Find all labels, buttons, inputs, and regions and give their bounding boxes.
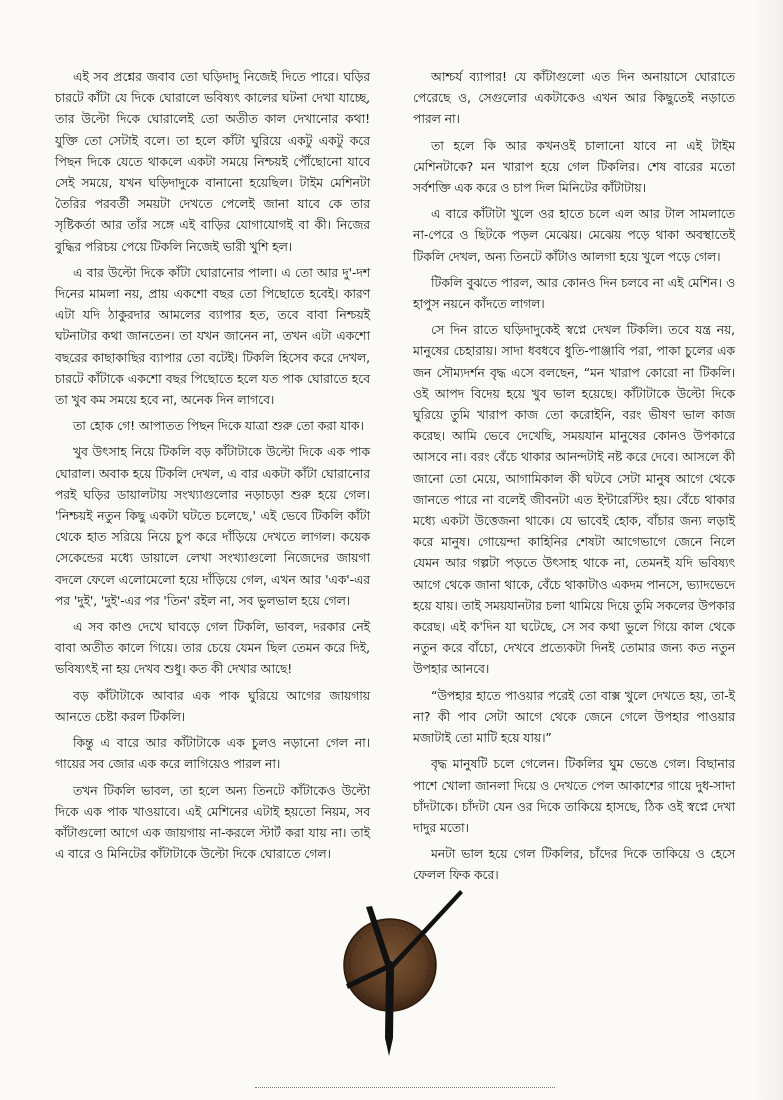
paragraph: কিন্তু এ বারে আর কাঁটাটাকে এক চুলও নড়ানো গেল না। গায়ের সব জোর এক করে লাগিয়েও পারল না। — [55, 735, 370, 772]
paragraph: বৃদ্ধ মানুষটি চলে গেলেন। টিকলির ঘুম ভেঙে গেল। বিছানার পাশে খোলা জানলা দিয়ে ও দেখতে পেল আকাশের গায়ে দুধ-সাদা চাঁদটাকে। চাঁদটা যেন ওর দিকে তাকিয়ে হাসছে, ঠিক ওই স্বপ্নে দেখা দাদুর মতো। — [413, 756, 735, 835]
paragraph: টিকলি বুঝতে পারল, আর কোনও দিন চলবে না এই মেশিন। ও হাপুস নয়নে কাঁদতে লাগল। — [413, 274, 735, 312]
paragraph: বড় কাঁটাটাকে আবার এক পাক ঘুরিয়ে আগের জায়গায় আনতে চেষ্টা করল টিকলি। — [55, 687, 370, 724]
paragraph: এ সব কাণ্ড দেখে ঘাবড়ে গেল টিকলি, ভাবল, দরকার নেই বাবা অতীত কালে গিয়ে। তার চেয়ে যেমন ছিল তেমন করে দিই, ভবিষ্যৎই না হয় দেখব শুধু। কত কী দেখার আছে! — [55, 619, 370, 677]
paragraph: এই সব প্রশ্নের জবাব তো ঘড়িদাদু নিজেই দিতে পারে। ঘড়ির চারটে কাঁটা যে দিকে ঘোরালে ভবিষ্যৎ কালের ঘটনা দেখা যাচ্ছে, তার উল্টো দিকে ঘোরালেই তো অতীত কাল দেখানোর কথা! যুক্তি তো সেটাই বলে। তা হলে কাঁটা ঘুরিয়ে একটু একটু করে পিছন দিকে যেতে থাকলে একটা সময়ে নিশ্চয়ই পৌঁছোনো যাবে সেই সময়ে, যখন ঘড়িদাদুকে বানানো হয়েছিল। টাইম মেশিনটা তৈরির পরবর্তী সময়টা দেখতে পেলেই জানা যাবে কে তার সৃষ্টিকর্তা আর তাঁর সঙ্গে এই বাড়ির যোগাযোগই বা কী। নিজের বুদ্ধির পরিচয় পেয়ে টিকলি নিজেই ভারী খুশি হল। — [55, 69, 370, 254]
paragraph: তা হলে কি আর কখনওই চালানো যাবে না এই টাইম মেশিনটাকে? মন খারাপ হয়ে গেল টিকলির। শেষ বারের মতো সর্বশক্তি এক করে ও চাপ দিল মিনিটের কাঁটাটায়। — [413, 137, 735, 196]
paragraph: তা হোক গে! আপাতত পিছন দিকে যাত্রা শুরু তো করা যাক। — [73, 418, 364, 434]
left-column — [55, 66, 370, 869]
page-edge-shadow — [753, 0, 783, 1100]
paragraph: আশ্চর্য ব্যাপার! যে কাঁটাগুলো এত দিন অনায়াসে ঘোরাতে পেরেছে ও, সেগুলোর একটাকেও এখন আর কিছুতেই নড়াতে পারল না। — [413, 69, 735, 127]
paragraph: তখন টিকলি ভাবল, তা হলে অন্য তিনটে কাঁটাকেও উল্টো দিকে এক পাক খাওয়াবে। এই মেশিনের এটাই হয়তো নিয়ম, সব কাঁটাগুলো আগে এক জায়গায় না-করলে স্টার্ট করা যায় না। তাই এ বারে ও মিনিটের কাঁটাটাকে উল্টো দিকে ঘোরাতে গেল। — [55, 782, 370, 862]
paragraph: মনটা ভাল হয়ে গেল টিকলির, চাঁদের দিকে তাকিয়ে ও হেসে ফেলল ফিক করে। — [413, 846, 735, 883]
clock-illustration-icon — [300, 860, 500, 1060]
paragraph: এ বার উল্টো দিকে কাঁটা ঘোরানোর পালা। এ তো আর দু'-দশ দিনের মামলা নয়, প্রায় একশো বছর তো পিছোতে হবেই। কারণ এটা যদি ঠাকুরদার আমলের ব্যাপার হত, তবে বাবা নিশ্চয়ই ঘটনাটার কথা জানতেন। তা যখন জানেন না, তখন এটা একশো বছরের কাছাকাছির ব্যাপার তো বটেই। টিকলি হিসেব করে দেখল, চারটে কাঁটাকে একশো বছর পিছোতে হলে যত পাক ঘোরাতে হবে তা খুব কম সময়ে হবে না, অনেক দিন লাগবে। — [55, 264, 370, 408]
right-column — [413, 66, 735, 891]
paragraph: এ বারে কাঁটাটা খুলে ওর হাতে চলে এল আর টাল সামলাতে না-পেরে ও ছিটকে পড়ল মেঝেয়। মেঝেয় পড়ে থাকা অবস্থাতেই টিকলি দেখল, অন্য তিনটে কাঁটাও আলগা হয়ে খুলে পড়ে গেল। — [413, 206, 735, 264]
paragraph: সে দিন রাতে ঘড়িদাদুকেই স্বপ্নে দেখল টিকলি। তবে যন্ত্র নয়, মানুষের চেহারায়। সাদা ধবধবে ধুতি-পাঞ্জাবি পরা, পাকা চুলের এক জন সৌম্যদর্শন বৃদ্ধ এসে বলছেন, “মন খারাপ কোরো না টিকলি। ওই আপদ বিদেয় হয়ে খুব ভাল হয়েছে। কাঁটাটাকে উল্টো দিকে ঘুরিয়ে তুমি খারাপ কাজ তো করোইনি, বরং ভীষণ ভাল কাজ করেছ। আমি ভেবে দেখেছি, সময়যান মানুষের কোনও উপকারে আসবে না। বরং বেঁচে থাকার আনন্দটাই নষ্ট করে দেবে। আসলে কী জানো তো মেয়ে, আগামিকাল কী ঘটবে সেটা মানুষ আগে থেকে জানতে পারে না বলেই জীবনটা এত ইন্টারেস্টিং হয়। বেঁচে থাকার মধ্যে একটা উত্তেজনা থাকে। যে ভাবেই হোক, বাঁচার জন্য লড়াই করে মানুষ। গোয়েন্দা কাহিনির শেষটা আগেভাগে জেনে নিলে যেমন আর গল্পটা পড়তে উৎসাহ থাকে না, তেমনই যদি ভবিষ্যৎ আগে থেকে জানা থাকে, বেঁচে থাকাটাও একদম পানসে, ভ্যাদভেদে হয়ে যায়। তাই সময়যানটার চলা থামিয়ে দিয়ে তুমি সকলের উপকার করেছ। এই ক'দিন যা ঘটেছে, সে সব কথা ভুলে গিয়ে কাল থেকে নতুন করে বাঁচো, দেখবে প্রত্যেকটা দিনই তোমার জন্য কত নতুন উপহার আনবে। — [413, 322, 735, 677]
paragraph: “উপহার হাতে পাওয়ার পরেই তো বাক্স খুলে দেখতে হয়, তা-ই না? কী পাব সেটা আগে থেকে জেনে গেলে উপহার পাওয়ার মজাটাই তো মাটি হয়ে যায়।” — [413, 687, 735, 746]
footer-rule — [255, 1087, 555, 1090]
paragraph: খুব উৎসাহ নিয়ে টিকলি বড় কাঁটাটাকে উল্টো দিকে এক পাক ঘোরাল। অবাক হয়ে টিকলি দেখল, এ বার একটা কাঁটা ঘোরানোর পরই ঘড়ির ডায়ালটায় সংখ্যাগুলোর নড়াচড়া শুরু হয়ে গেল। 'নিশ্চয়ই নতুন কিছু একটা ঘটতে চলেছে,' এই ভেবে টিকলি কাঁটা থেকে হাত সরিয়ে নিয়ে চুপ করে দাঁড়িয়ে দেখতে লাগল। কয়েক সেকেন্ডের মধ্যে ডায়ালে লেখা সংখ্যাগুলো নিজেদের জায়গা বদলে ফেলে এলোমেলো হয়ে দাঁড়িয়ে গেল, এখন আর 'এক'-এর পর 'দুই', 'দুই'-এর পর 'তিন' রইল না, সব ভুলভাল হয়ে গেল। — [55, 444, 370, 608]
clock-hand-down — [385, 967, 394, 1056]
